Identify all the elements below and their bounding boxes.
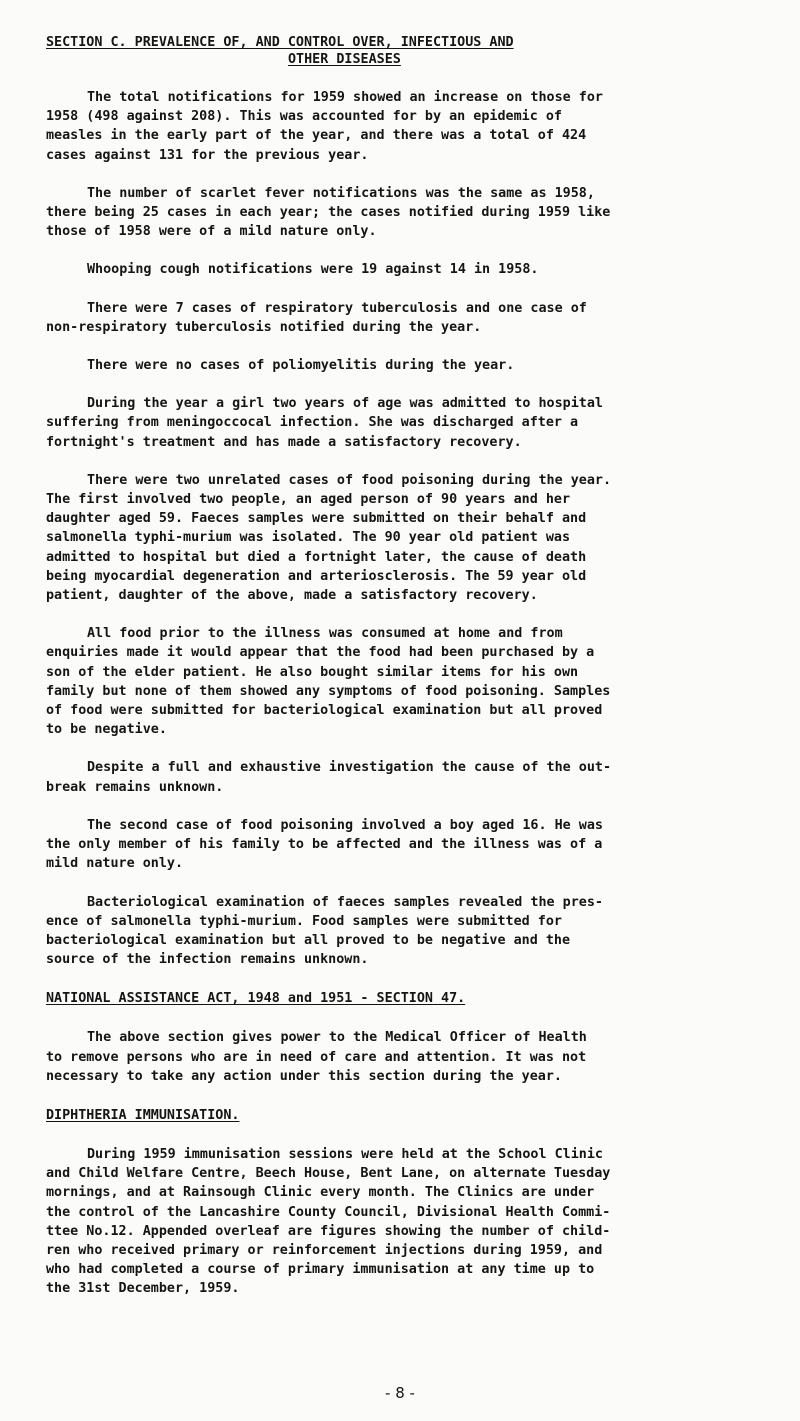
paragraph-poliomyelitis <box>46 356 766 375</box>
paragraph-section-47 <box>46 1028 766 1086</box>
text-line: family but none of them showed any symptoms of food poisoning. Samples <box>46 683 611 699</box>
text-line: those of 1958 were of a mild nature only. <box>46 224 377 240</box>
paragraph-tuberculosis <box>46 299 766 337</box>
text-line: The first involved two people, an aged person of 90 years and her <box>46 492 571 508</box>
text-line: mornings, and at Rainsough Clinic every month. The Clinics are under <box>46 1185 595 1201</box>
text-line: break remains unknown. <box>46 779 224 795</box>
section-heading-line-2: OTHER DISEASES <box>288 52 401 67</box>
text-line: salmonella typhi-murium was isolated. The 90 year old patient was <box>46 530 571 546</box>
text-line: the control of the Lancashire County Council, Divisional Health Commi- <box>46 1204 611 1220</box>
text-line: The above section gives power to the Medical Officer of Health <box>87 1030 587 1046</box>
paragraph-scarlet-fever <box>46 184 766 242</box>
page-number: - 8 - <box>385 1384 415 1402</box>
text-line: Whooping cough notifications were 19 against 14 in 1958. <box>87 262 539 278</box>
text-line: source of the infection remains unknown. <box>46 952 369 968</box>
text-line: 1958 (498 against 208). This was accounted for by an epidemic of <box>46 109 562 125</box>
text-line: and Child Welfare Centre, Beech House, Bent Lane, on alternate Tuesday <box>46 1166 611 1182</box>
text-line: bacteriological examination but all proved to be negative and the <box>46 932 571 948</box>
diphtheria-heading: DIPHTHERIA IMMUNISATION. <box>46 1107 240 1123</box>
national-assistance-heading: NATIONAL ASSISTANCE ACT, 1948 and 1951 - SECTION 47. <box>46 991 466 1007</box>
paragraph-investigation <box>46 758 766 796</box>
text-line: There were 7 cases of respiratory tuberculosis and one case of <box>87 300 587 316</box>
text-line: patient, daughter of the above, made a satisfactory recovery. <box>46 588 538 604</box>
text-line: son of the elder patient. He also bought similar items for his own <box>46 664 579 680</box>
text-line: ren who received primary or reinforcement injections during 1959, and <box>46 1242 603 1258</box>
paragraph-bacteriological <box>46 893 766 970</box>
text-line: the only member of his family to be affected and the illness was of a <box>46 837 603 853</box>
text-line: daughter aged 59. Faeces samples were submitted on their behalf and <box>46 511 587 527</box>
text-line: being myocardial degeneration and arteriosclerosis. The 59 year old <box>46 568 587 584</box>
text-line: non-respiratory tuberculosis notified during the year. <box>46 319 482 335</box>
paragraph-food-poisoning-first <box>46 471 766 605</box>
text-line: There were two unrelated cases of food poisoning during the year. <box>87 472 612 488</box>
text-line: There were no cases of poliomyelitis during the year. <box>87 358 515 374</box>
text-line: to remove persons who are in need of care and attention. It was not <box>46 1049 587 1065</box>
text-line: mild nature only. <box>46 856 184 872</box>
text-line: cases against 131 for the previous year. <box>46 147 369 163</box>
text-line: Despite a full and exhaustive investigation the cause of the out- <box>87 760 612 776</box>
text-line: there being 25 cases in each year; the cases notified during 1959 like <box>46 205 611 221</box>
text-line: who had completed a course of primary immunisation at any time up to <box>46 1262 595 1278</box>
text-line: During 1959 immunisation sessions were held at the School Clinic <box>87 1146 603 1162</box>
text-line: All food prior to the illness was consumed at home and from <box>87 626 563 642</box>
text-line: Bacteriological examination of faeces samples revealed the pres- <box>87 894 603 910</box>
text-line: of food were submitted for bacteriological examination but all proved <box>46 703 603 719</box>
paragraph-whooping-cough <box>46 260 766 279</box>
text-line: fortnight's treatment and has made a satisfactory recovery. <box>46 434 522 450</box>
text-line: The total notifications for 1959 showed an increase on those for <box>87 90 603 105</box>
document-page <box>46 34 766 1299</box>
paragraph-food-origin <box>46 624 766 739</box>
text-line: admitted to hospital but died a fortnight later, the cause of death <box>46 549 587 565</box>
text-line: enquiries made it would appear that the food had been purchased by a <box>46 645 595 661</box>
text-line: The number of scarlet fever notifications was the same as 1958, <box>87 185 595 201</box>
paragraph-food-poisoning-second <box>46 816 766 874</box>
text-line: measles in the early part of the year, and there was a total of 424 <box>46 128 587 144</box>
paragraph-immunisation <box>46 1145 766 1299</box>
text-line: During the year a girl two years of age was admitted to hospital <box>87 396 603 412</box>
paragraph-meningococcal <box>46 394 766 452</box>
paragraph-total-notifications <box>46 88 766 165</box>
text-line: ence of salmonella typhi-murium. Food samples were submitted for <box>46 913 562 929</box>
text-line: necessary to take any action under this section during the year. <box>46 1068 562 1084</box>
text-line: ttee No.12. Appended overleaf are figures showing the number of child- <box>46 1223 611 1239</box>
text-line: the 31st December, 1959. <box>46 1281 240 1297</box>
text-line: suffering from meningoccocal infection. She was discharged after a <box>46 415 579 431</box>
text-line: to be negative. <box>46 722 167 738</box>
text-line: The second case of food poisoning involved a boy aged 16. He was <box>87 817 603 833</box>
section-heading-line-1: SECTION C. PREVALENCE OF, AND CONTROL OVER, INFECTIOUS AND <box>46 35 514 50</box>
